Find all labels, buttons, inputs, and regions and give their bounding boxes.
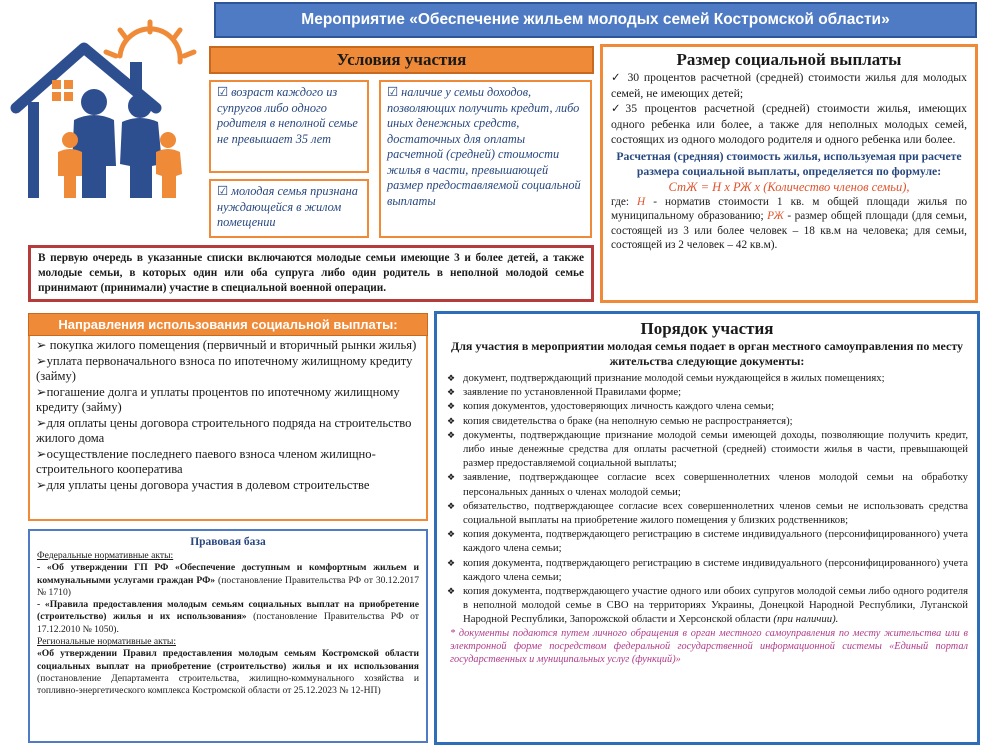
condition-income: [379, 80, 592, 238]
social-payment-title: Размер социальной выплаты: [676, 50, 902, 69]
check-icon: ➢: [36, 415, 47, 430]
federal-label: Федеральные нормативные акты:: [37, 550, 174, 561]
check-icon: ✓: [611, 71, 628, 84]
procedure-item: ❖ обязательство, подтверждающее согласие всех совершеннолетних членов семьи не использовать средства социальной выплаты на приобретение жилого помещения у близких родственников;: [447, 499, 968, 527]
check-icon: ➢: [36, 353, 47, 368]
bullet-icon: ❖: [447, 401, 456, 412]
checkmark-icon: ☑: [217, 184, 229, 198]
bullet-icon: ❖: [447, 429, 456, 440]
procedure-item: ❖ копия документа, подтверждающего регистрацию в системе индивидуального (персонифицированного) учета каждого члена семьи;: [447, 528, 968, 555]
condition-need-text: молодая семья признана нуждающейся в жилом помещении: [217, 184, 358, 229]
procedure-item: ❖ документ, подтверждающий признание молодой семьи нуждающейся в жилых помещениях;: [447, 372, 885, 384]
procedure-item: ❖ документы, подтверждающие признание молодой семьи имеющей доходы, позволяющие получить кредит, либо иные денежные средства для оплаты расчетной (средней) стоимости жилья в части, превышающей размер предоставляемой социальной выплаты;: [447, 428, 968, 470]
bullet-icon: ❖: [447, 415, 456, 426]
social-payment-35: [611, 101, 967, 148]
var-rzh: РЖ: [767, 210, 784, 222]
priority-note: В первую очередь в указанные списки включаются молодые семьи имеющие 3 и более детей, а также молодые семьи, в которых один или оба супруга либо один родитель в неполной молодой семье принимают (принимали) участие в специальной военной операции.: [28, 245, 594, 302]
procedure-item: ❖ копия документов, удостоверяющих личность каждого члена семьи;: [447, 400, 775, 413]
social-payment-panel: [600, 44, 978, 303]
bullet-icon: ❖: [447, 557, 456, 568]
legend-rzh: - размер общей площади (для семьи, состоящей из 3 или более человек – 18 кв.м на человека; для семьи, состоящей из 2 человек – 42 кв.м).: [611, 210, 967, 251]
procedure-item: ❖ заявление по установленной Правилами форме;: [447, 386, 682, 399]
procedure-title: Порядок участия: [640, 319, 774, 338]
social-p1-text: 30 процентов расчетной (средней) стоимости жилья для молодых семей, не имеющих детей;: [611, 71, 968, 100]
social-p2-text: 35 процентов расчетной (средней) стоимости жилья, имеющих одного ребенка или более, а также для неполных молодых семей, состоящих из одного молодого родителя и одного ребенка или более.: [611, 102, 968, 146]
direction-item: ➢уплата первоначального взноса по ипотечному жилищному кредиту (займу): [36, 353, 413, 383]
procedure-item: ❖ копия документа, подтверждающего регистрацию в системе индивидуального (персонифицированного) учета каждого члена семьи;: [447, 556, 968, 583]
social-payment-30: [611, 70, 967, 101]
bullet-icon: ❖: [447, 472, 456, 483]
check-icon: ➢: [36, 338, 50, 352]
procedure-item: ❖ заявление, подтверждающее согласие всех совершеннолетних членов молодой семьи на обработку персональных данных о членах молодой семьи;: [447, 471, 968, 498]
directions-list: [28, 336, 428, 521]
procedure-item: ❖ копия документа, подтверждающего участие одного или обоих супругов молодой семьи либо одного родителя в неполной молодой семье в СВО на территориях Украины, Донецкой Народной Республики, Луганской Народной Республики, Запорожской области и Херсонской области (при наличии).: [447, 585, 968, 626]
procedure-list: [446, 371, 968, 627]
condition-age: [209, 80, 369, 173]
formula: СтЖ = Н х РЖ х (Количество членов семьи),: [668, 179, 910, 194]
bullet-icon: ❖: [447, 529, 456, 540]
directions-header: Направления использования социальной выплаты:: [28, 313, 428, 336]
regional-label: Региональные нормативные акты:: [37, 636, 176, 648]
check-icon: ➢: [36, 446, 47, 461]
bullet-icon: ❖: [447, 586, 456, 597]
procedure-subtitle: Для участия в мероприятии молодая семья подает в орган местного самоуправления по месту жительства следующие документы:: [450, 339, 964, 368]
legend-n: - норматив стоимости 1 кв. м общей площади жилья по муниципальному образованию;: [611, 195, 968, 222]
legal-basis-panel: [28, 529, 428, 743]
bullet-icon: ❖: [447, 373, 456, 383]
var-n: Н: [637, 195, 646, 208]
direction-item: ➢погашение долга и уплаты процентов по ипотечному жилищному кредиту (займу): [36, 384, 400, 414]
direction-item: ➢осуществление последнего паевого взноса членом жилищно-строительного кооператива: [36, 446, 376, 476]
family-house-sun-icon: [8, 16, 204, 208]
regional-act-1: «Об утверждении Правил предоставления молодым семьям Костромской области социальных выплат на приобретение (строительство) жилья и их использования (постановление Департамента строительства, жилищно-коммунального хозяйства и топливно-энергетического комплекса Костромской области от 25.12.2023 № 12-НП): [37, 648, 419, 697]
direction-item: ➢для оплаты цены договора строительного подряда на строительство жилого дома: [36, 415, 412, 445]
condition-need: [209, 179, 369, 238]
federal-act-2: - «Правила предоставления молодым семьям социальных выплат на приобретение (строительство) жилья и их использования» (постановление Правительства РФ от 17.12.2010 № 1050).: [37, 599, 419, 635]
condition-age-text: возраст каждого из супругов либо одного родителя в неполной семье не превышает 35 лет: [217, 85, 358, 146]
procedure-note: * документы подаются путем личного обращения в орган местного самоуправления по месту жительства или в электронной форме посредством федеральной государственной информационной системы «Единый портал государственных и муниципальных услуг (функций)»: [450, 627, 968, 666]
procedure-panel: [434, 311, 980, 745]
formula-caption: Расчетная (средняя) стоимость жилья, используемая при расчете размера социальной выплаты, определяется по формуле:: [616, 149, 962, 178]
legal-title: Правовая база: [190, 536, 266, 548]
procedure-item: ❖ копия свидетельства о браке (на неполную семью не распространяется);: [447, 414, 793, 427]
legend-prefix: где:: [611, 195, 629, 208]
federal-act-1: - «Об утверждении ГП РФ «Обеспечение доступным и комфортным жильем и коммунальными услугами граждан РФ» (постановление Правительства РФ от 30.12.2017 № 1710): [37, 562, 419, 598]
direction-item: ➢для уплаты цены договора участия в долевом строительстве: [36, 477, 370, 492]
conditions-header: Условия участия: [209, 46, 594, 74]
checkmark-icon: ☑: [387, 85, 399, 99]
check-icon: ➢: [36, 384, 47, 399]
formula-legend: [611, 195, 967, 253]
check-icon: ➢: [36, 477, 47, 492]
bullet-icon: ❖: [447, 387, 456, 398]
direction-item: ➢ покупка жилого помещения (первичный и вторичный рынки жилья): [36, 338, 417, 352]
check-icon: ✓: [611, 102, 626, 115]
condition-income-text: наличие у семьи доходов, позволяющих получить кредит, либо иных денежных средств, достаточных для оплаты расчетной (средней) стоимости жилья в части, превышающей размер предоставляемой социальной выплаты: [387, 85, 581, 208]
checkmark-icon: ☑: [217, 85, 229, 99]
page-title: Мероприятие «Обеспечение жильем молодых семей Костромской области»: [214, 2, 977, 38]
bullet-icon: ❖: [447, 500, 456, 511]
